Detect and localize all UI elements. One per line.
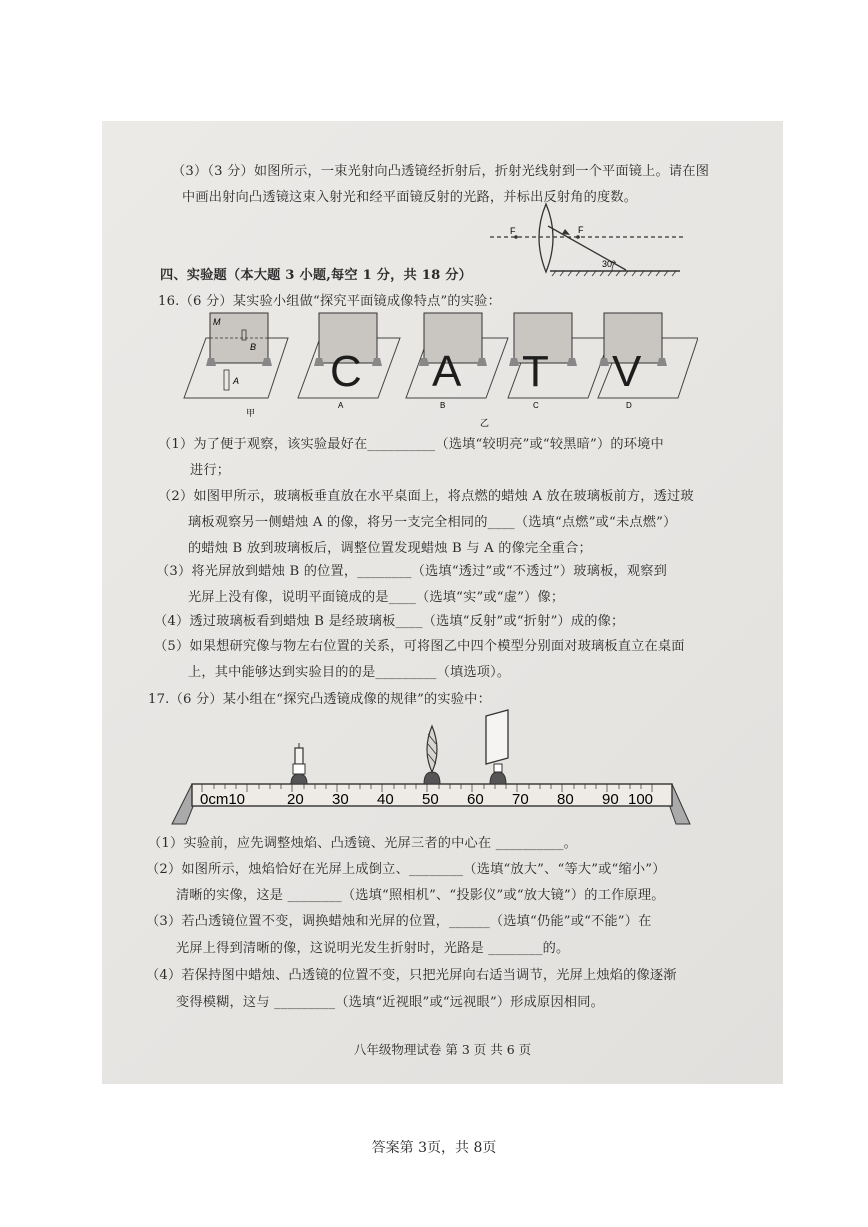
scale-100: 100 <box>628 791 654 808</box>
light-screen <box>486 710 508 784</box>
model-letter-v: V <box>612 347 642 396</box>
scale-90: 90 <box>602 791 619 808</box>
candle <box>291 743 307 784</box>
model-label-b: B <box>440 401 446 410</box>
q17-item-2-cont: 清晰的实像，这是 ________（选填“照相机”、“投影仪”或“放大镜”）的工作原理。 <box>176 888 665 903</box>
q3-line-2: 中画出射向凸透镜这束入射光和经平面镜反射的光路，并标出反射角的度数。 <box>182 190 638 205</box>
model-letter-c: C <box>330 347 362 396</box>
model-d <box>598 313 698 410</box>
caption-yi: 乙 <box>480 418 490 428</box>
q16-item-1: （1）为了便于观察，该实验最好在__________（选填“较明亮”或“较黑暗”）的环境中 <box>158 437 664 452</box>
q16-item-3: （3）将光屏放到蜡烛 B 的位置，________（选填“透过”或“不透过”）玻璃板，观察到 <box>156 564 668 579</box>
q16-item-2-cont1: 璃板观察另一侧蜡烛 A 的像，将另一支完全相同的____（选填“点燃”或“未点燃”） <box>188 515 677 530</box>
q16-stem: 16.（6 分）某实验小组做“探究平面镜成像特点”的实验： <box>158 294 501 309</box>
optical-bench-figure <box>166 700 696 830</box>
q17-item-3-cont: 光屏上得到清晰的像，这说明光发生折射时，光路是 ________的。 <box>176 941 570 956</box>
focus-right-label: F <box>578 225 584 235</box>
q17-item-4: （4）若保持图中蜡烛、凸透镜的位置不变，只把光屏向右适当调节，光屏上烛焰的像逐渐 <box>146 968 677 983</box>
q17-stem: 17.（6 分）某小组在“探究凸透镜成像的规律”的实验中： <box>148 692 491 707</box>
model-label-d: D <box>626 401 632 410</box>
q16-item-5: （5）如果想研究像与物左右位置的关系，可将图乙中四个模型分别面对玻璃板直立在桌面 <box>154 639 685 654</box>
convex-lens-on-bench <box>424 726 440 784</box>
model-label-a: A <box>338 401 344 410</box>
scale-50: 50 <box>422 791 439 808</box>
scale-0cm10: 0cm10 <box>200 791 246 808</box>
scale-80: 80 <box>557 791 574 808</box>
label-b: B <box>250 342 257 352</box>
lens-mirror-diagram <box>488 200 688 280</box>
scale-40: 40 <box>377 791 394 808</box>
model-label-c: C <box>533 401 539 410</box>
model-letter-a: A <box>432 347 462 396</box>
model-letter-t: T <box>522 347 549 396</box>
q16-item-1-cont: 进行； <box>190 463 231 478</box>
label-m: M <box>213 317 221 327</box>
scale-20: 20 <box>287 791 304 808</box>
plane-mirror-experiment-figure <box>178 308 698 428</box>
exam-page-footer: 八年级物理试卷 第 3 页 共 6 页 <box>353 1042 532 1057</box>
focus-right-dot <box>576 235 580 239</box>
label-a: A <box>233 376 240 386</box>
scale-70: 70 <box>512 791 529 808</box>
focus-left-label: F <box>510 226 516 236</box>
q3-line-1: （3）（3 分）如图所示，一束光射向凸透镜经折射后，折射光线射到一个平面镜上。请在图 <box>172 164 710 179</box>
model-a <box>298 313 400 410</box>
figure-jia <box>184 313 288 398</box>
q17-item-4-cont: 变得模糊，这与 _________（选填“近视眼”或“远视眼”）形成原因相同。 <box>176 995 604 1010</box>
scale-30: 30 <box>332 791 349 808</box>
convex-lens <box>539 204 553 272</box>
q16-item-4: （4）透过玻璃板看到蜡烛 B 是经玻璃板____（选填“反射”或“折射”）成的像； <box>154 614 625 629</box>
q16-item-5-cont: 上，其中能够达到实验目的的是_________（填选项）。 <box>188 665 511 680</box>
q17-item-3: （3）若凸透镜位置不变，调换蜡烛和光屏的位置，______（选填“仍能”或“不能”）在 <box>146 914 652 929</box>
q17-item-2: （2）如图所示，烛焰恰好在光屏上成倒立、________（选填“放大”、“等大”或“缩小”） <box>146 862 666 877</box>
ray-arrow <box>562 229 570 235</box>
q16-item-3-cont: 光屏上没有像，说明平面镜成的是____（选填“实”或“虚”）像； <box>188 590 565 605</box>
section-4-title: 四、实验题（本大题 3 小题,每空 1 分，共 18 分） <box>160 268 473 283</box>
answer-page-footer: 答案第 3页，共 8页 <box>371 1140 497 1156</box>
caption-jia: 甲 <box>246 408 256 418</box>
angle-label: 30° <box>602 259 616 269</box>
candle-a <box>224 370 229 390</box>
scale-60: 60 <box>467 791 484 808</box>
q16-item-2-cont2: 的蜡烛 B 放到玻璃板后，调整位置发现蜡烛 B 与 A 的像完全重合； <box>188 541 592 556</box>
model-c <box>508 313 610 410</box>
model-b <box>406 313 508 410</box>
q16-item-2: （2）如图甲所示，玻璃板垂直放在水平桌面上，将点燃的蜡烛 A 放在玻璃板前方，透过玻 <box>158 489 694 504</box>
q17-item-1: （1）实验前，应先调整烛焰、凸透镜、光屏三者的中心在 __________。 <box>148 836 577 851</box>
